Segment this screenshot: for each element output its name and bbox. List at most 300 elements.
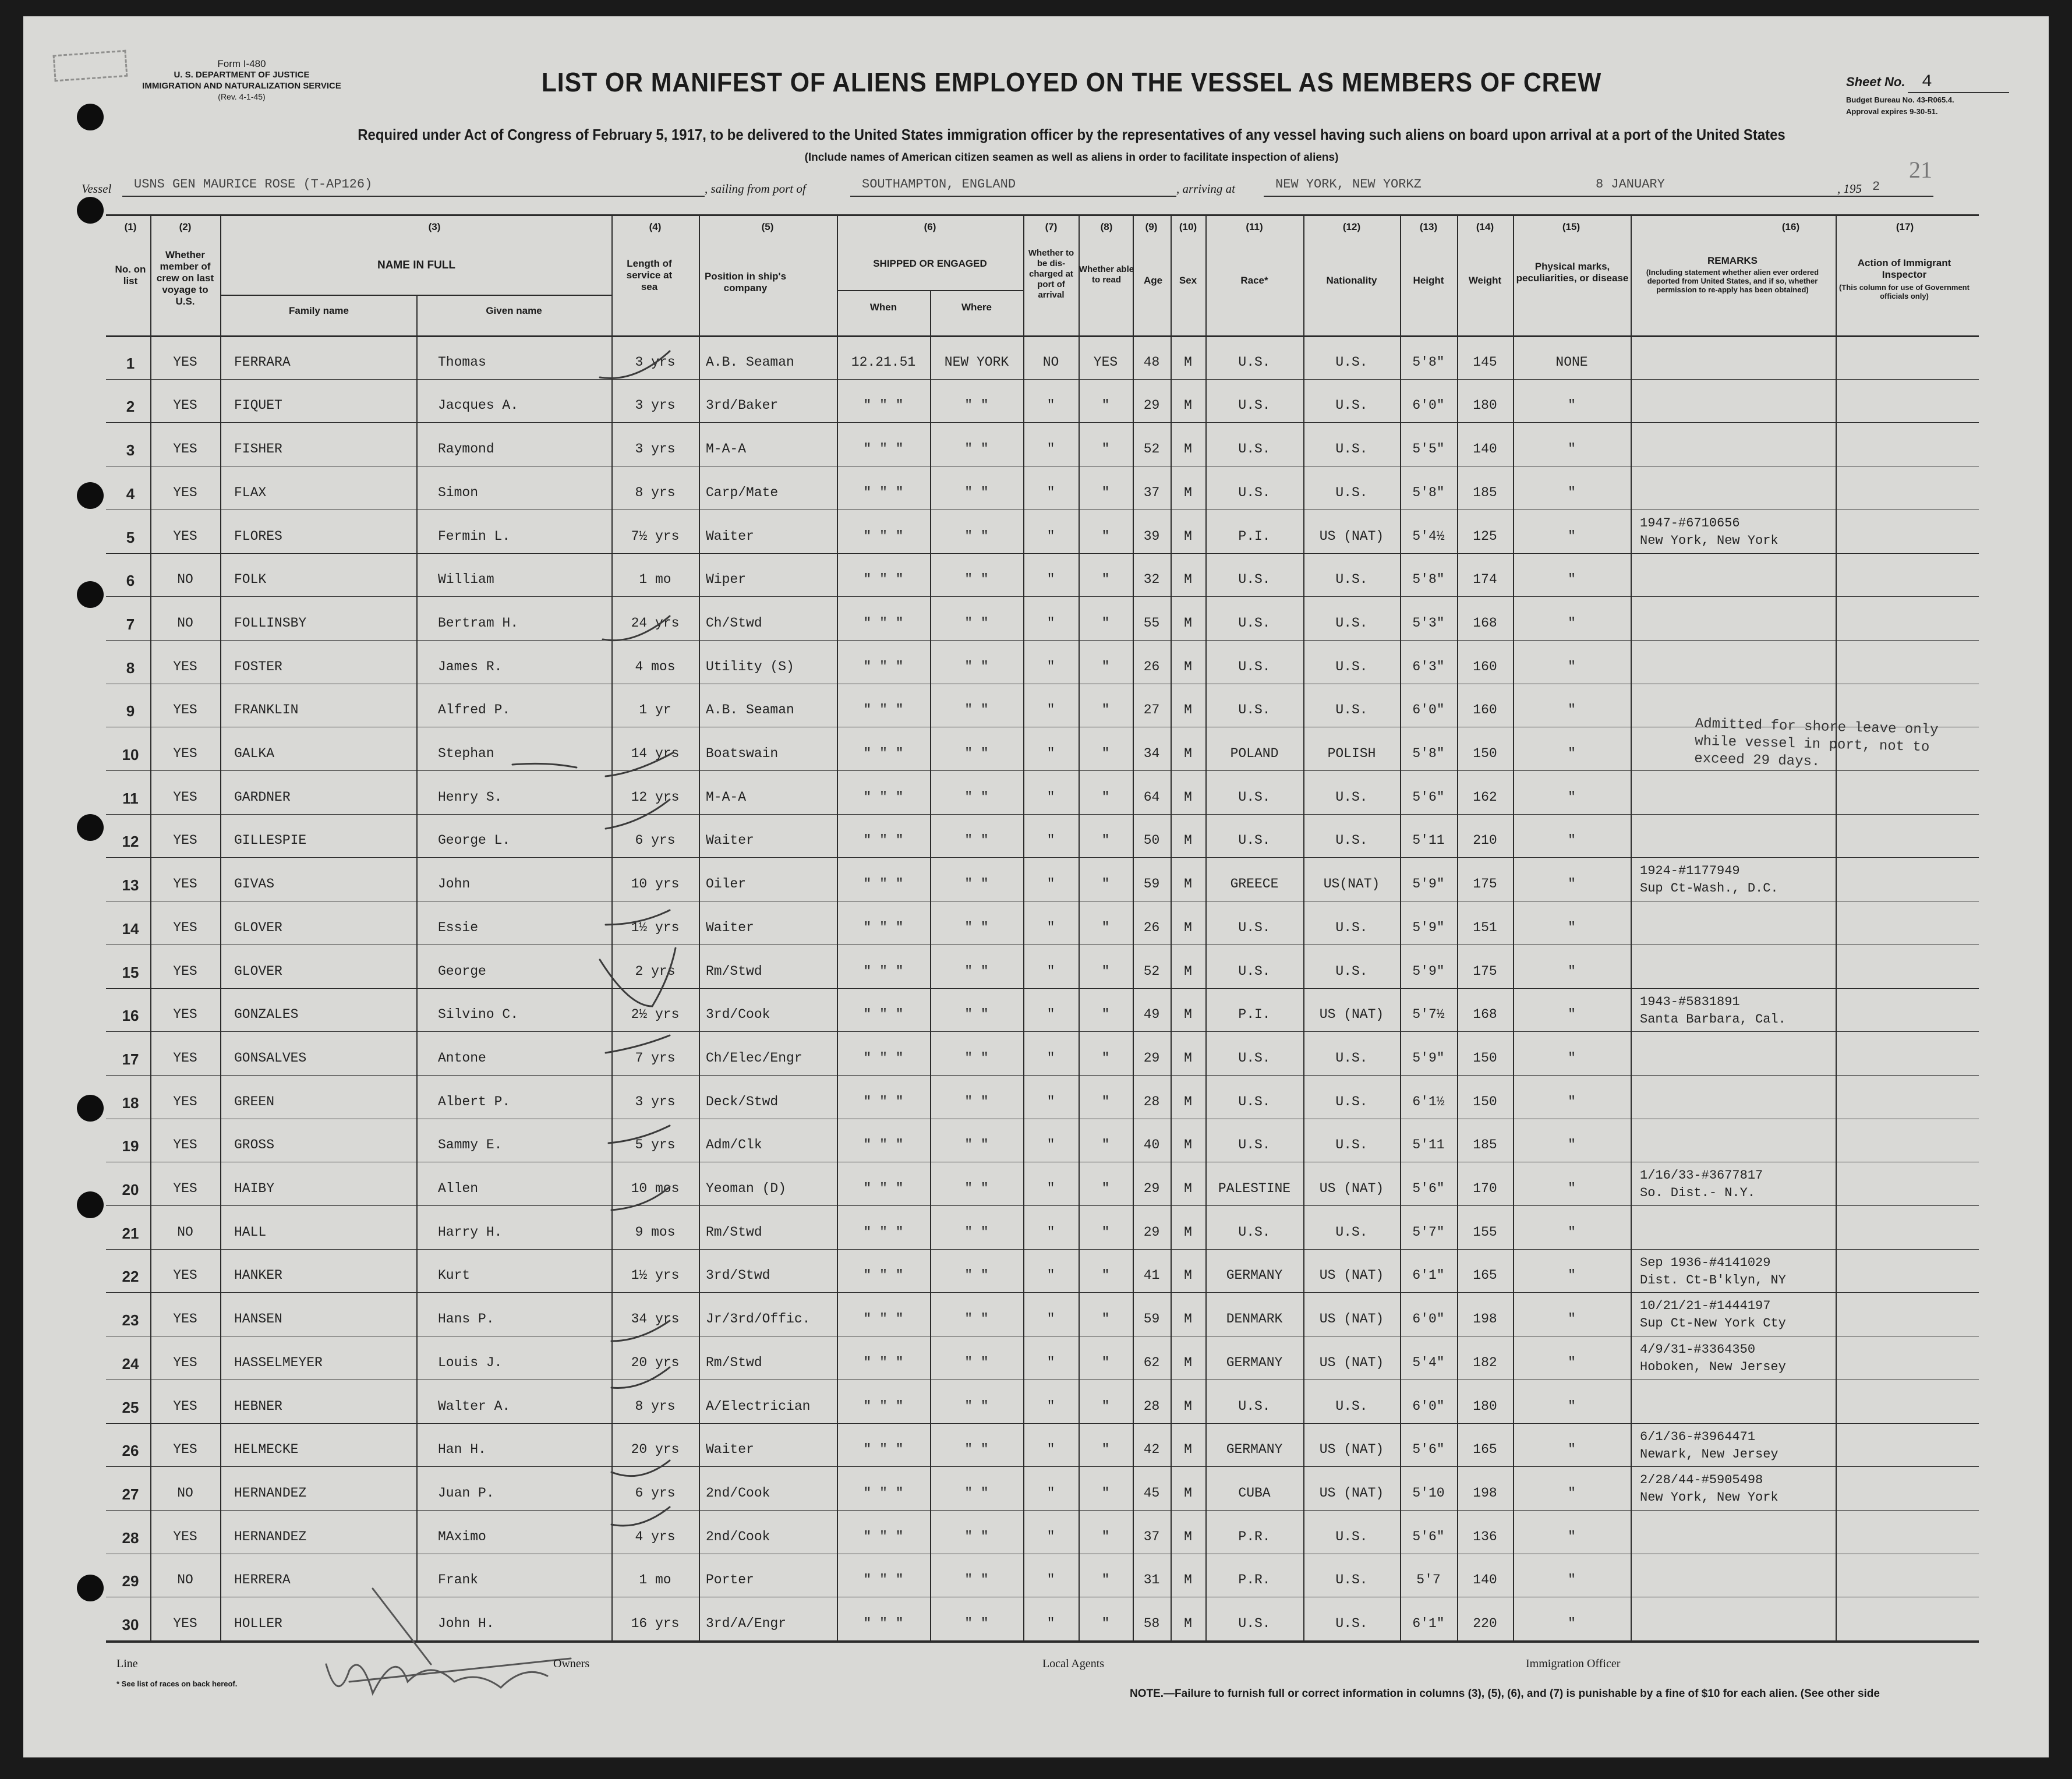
row-number: 21 bbox=[122, 1224, 139, 1242]
shipped-where-cell: " " bbox=[964, 1007, 989, 1023]
last-voyage-cell: YES bbox=[173, 1181, 197, 1196]
shipped-when-cell: " " " bbox=[863, 484, 904, 500]
discharged-cell: " bbox=[1046, 1181, 1055, 1196]
last-voyage-cell: YES bbox=[173, 659, 197, 674]
race-cell: U.S. bbox=[1238, 919, 1271, 935]
row-rule bbox=[106, 640, 1979, 641]
shipped-when-cell: " " " bbox=[863, 572, 904, 588]
shipped-where-cell: " " bbox=[964, 1442, 989, 1458]
discharged-cell: " bbox=[1046, 1050, 1055, 1066]
family-name-cell: FERRARA bbox=[234, 354, 291, 370]
able-to-read-cell: " bbox=[1101, 528, 1110, 544]
discharged-cell: " bbox=[1046, 1616, 1055, 1631]
footer-immigration-officer-label: Immigration Officer bbox=[1526, 1657, 1621, 1670]
position-cell: Wiper bbox=[706, 572, 747, 588]
height-cell: 5'9" bbox=[1412, 876, 1445, 892]
service-length-cell: 10 mos bbox=[631, 1181, 680, 1196]
weight-cell: 151 bbox=[1473, 919, 1497, 935]
race-cell: U.S. bbox=[1238, 963, 1271, 979]
sex-cell: M bbox=[1184, 1354, 1192, 1370]
sex-cell: M bbox=[1184, 1050, 1192, 1066]
physical-marks-cell: " bbox=[1568, 1572, 1576, 1588]
discharged-cell: " bbox=[1046, 833, 1055, 848]
position-cell: Deck/Stwd bbox=[706, 1094, 779, 1109]
weight-cell: 168 bbox=[1473, 1007, 1497, 1023]
sex-cell: M bbox=[1184, 354, 1192, 370]
family-name-cell: FISHER bbox=[234, 441, 282, 457]
height-cell: 5'6" bbox=[1412, 789, 1445, 805]
age-cell: 58 bbox=[1143, 1616, 1160, 1631]
able-to-read-cell: " bbox=[1101, 1398, 1110, 1414]
remarks-line: 6/1/36-#3964471 bbox=[1640, 1429, 1756, 1444]
row-number: 6 bbox=[126, 572, 135, 590]
height-cell: 5'11 bbox=[1412, 1137, 1445, 1153]
row-number: 29 bbox=[122, 1572, 139, 1590]
row-rule bbox=[106, 814, 1979, 815]
nationality-cell: US (NAT) bbox=[1319, 1485, 1384, 1501]
height-cell: 6'1½ bbox=[1412, 1094, 1445, 1109]
check-mark bbox=[611, 1460, 670, 1476]
row-number: 13 bbox=[122, 876, 139, 894]
physical-marks-cell: " bbox=[1568, 876, 1576, 892]
race-cell: P.R. bbox=[1238, 1572, 1271, 1588]
footer-local-agents-label: Local Agents bbox=[1042, 1657, 1105, 1670]
header-race: Race* bbox=[1240, 275, 1268, 286]
discharged-cell: " bbox=[1046, 615, 1055, 631]
given-name-cell: Antone bbox=[438, 1050, 486, 1066]
position-cell: Waiter bbox=[706, 833, 754, 848]
position-cell: 3rd/Stwd bbox=[706, 1268, 770, 1283]
discharged-cell: " bbox=[1046, 702, 1055, 718]
sailing-label: , sailing from port of bbox=[705, 182, 806, 196]
height-cell: 5'9" bbox=[1412, 1050, 1445, 1066]
able-to-read-cell: " bbox=[1101, 659, 1110, 674]
height-cell: 6'3" bbox=[1412, 659, 1445, 674]
shipped-where-cell: " " bbox=[964, 484, 989, 500]
shipped-where-cell: " " bbox=[964, 1181, 989, 1196]
height-cell: 5'8" bbox=[1412, 572, 1445, 588]
position-cell: Waiter bbox=[706, 919, 754, 935]
nationality-cell: U.S. bbox=[1335, 702, 1368, 718]
height-cell: 5'6" bbox=[1412, 1181, 1445, 1196]
last-voyage-cell: NO bbox=[177, 1572, 193, 1588]
header-no-on-list: No. on list bbox=[115, 264, 146, 287]
strike-line bbox=[512, 763, 577, 768]
position-cell: A.B. Seaman bbox=[706, 354, 794, 370]
sheet-number: 4 bbox=[1908, 72, 2009, 93]
header-age: Age bbox=[1143, 275, 1163, 286]
shipped-when-cell: " " " bbox=[863, 833, 904, 848]
discharged-cell: " bbox=[1046, 1529, 1055, 1544]
family-name-cell: GROSS bbox=[234, 1137, 275, 1153]
nationality-cell: U.S. bbox=[1335, 659, 1368, 674]
age-cell: 50 bbox=[1143, 833, 1160, 848]
service-length-cell: 7½ yrs bbox=[631, 528, 680, 544]
service-length-cell: 7 yrs bbox=[635, 1050, 676, 1066]
physical-marks-cell: " bbox=[1568, 1485, 1576, 1501]
discharged-cell: " bbox=[1046, 484, 1055, 500]
weight-cell: 150 bbox=[1473, 1094, 1497, 1109]
given-name-cell: Frank bbox=[438, 1572, 479, 1588]
physical-marks-cell: " bbox=[1568, 1398, 1576, 1414]
given-name-cell: Jacques A. bbox=[438, 398, 519, 413]
row-number: 24 bbox=[122, 1354, 139, 1373]
discharged-cell: " bbox=[1046, 659, 1055, 674]
position-cell: A.B. Seaman bbox=[706, 702, 794, 718]
physical-marks-cell: " bbox=[1568, 789, 1576, 805]
able-to-read-cell: " bbox=[1101, 1181, 1110, 1196]
nationality-cell: US (NAT) bbox=[1319, 1007, 1384, 1023]
able-to-read-cell: " bbox=[1101, 484, 1110, 500]
height-cell: 5'4½ bbox=[1412, 528, 1445, 544]
age-cell: 64 bbox=[1143, 789, 1160, 805]
position-cell: 2nd/Cook bbox=[706, 1529, 770, 1544]
nationality-cell: U.S. bbox=[1335, 1616, 1368, 1631]
nationality-cell: U.S. bbox=[1335, 615, 1368, 631]
family-name-cell: GREEN bbox=[234, 1094, 275, 1109]
position-cell: Rm/Stwd bbox=[706, 1224, 762, 1240]
last-voyage-cell: YES bbox=[173, 1050, 197, 1066]
shipped-when-cell: " " " bbox=[863, 919, 904, 935]
given-name-cell: George L. bbox=[438, 833, 511, 848]
age-cell: 28 bbox=[1143, 1094, 1160, 1109]
family-name-cell: FLORES bbox=[234, 528, 282, 544]
physical-marks-cell: " bbox=[1568, 1442, 1576, 1458]
manifest-subnote: (Include names of American citizen seamen as well as aliens in order to facilitate inspection of aliens) bbox=[804, 151, 1339, 164]
nationality-cell: U.S. bbox=[1335, 833, 1368, 848]
last-voyage-cell: YES bbox=[173, 1311, 197, 1327]
given-name-cell: Stephan bbox=[438, 746, 494, 761]
race-cell: U.S. bbox=[1238, 659, 1271, 674]
column-number: (17) bbox=[1896, 221, 1914, 232]
position-cell: Utility (S) bbox=[706, 659, 794, 674]
discharged-cell: " bbox=[1046, 1398, 1055, 1414]
race-cell: U.S. bbox=[1238, 1398, 1271, 1414]
given-name-cell: William bbox=[438, 572, 494, 588]
position-cell: 3rd/Cook bbox=[706, 1007, 770, 1023]
shipped-when-cell: " " " bbox=[863, 1354, 904, 1370]
discharged-cell: " bbox=[1046, 1094, 1055, 1109]
position-cell: Porter bbox=[706, 1572, 754, 1588]
shipped-where-cell: " " bbox=[964, 1268, 989, 1283]
form-identification bbox=[140, 58, 344, 102]
header-bottom-rule bbox=[106, 335, 1979, 337]
discharged-cell: " bbox=[1046, 1572, 1055, 1588]
row-number: 30 bbox=[122, 1616, 139, 1633]
given-name-cell: Sammy E. bbox=[438, 1137, 503, 1153]
position-cell: Boatswain bbox=[706, 746, 779, 761]
weight-cell: 145 bbox=[1473, 354, 1497, 370]
given-name-cell: Walter A. bbox=[438, 1398, 511, 1414]
nationality-cell: U.S. bbox=[1335, 572, 1368, 588]
row-rule bbox=[106, 553, 1979, 554]
weight-cell: 150 bbox=[1473, 746, 1497, 761]
weight-cell: 175 bbox=[1473, 963, 1497, 979]
shipped-where-cell: " " bbox=[964, 833, 989, 848]
physical-marks-cell: NONE bbox=[1555, 354, 1588, 370]
row-rule bbox=[106, 1075, 1979, 1076]
height-cell: 6'0" bbox=[1412, 702, 1445, 718]
physical-marks-cell: " bbox=[1568, 833, 1576, 848]
race-cell: P.I. bbox=[1238, 528, 1271, 544]
annotation-line: Admitted for shore leave only bbox=[1695, 716, 1939, 738]
row-number: 22 bbox=[122, 1268, 139, 1286]
column-number: (10) bbox=[1179, 221, 1197, 232]
age-cell: 62 bbox=[1143, 1354, 1160, 1370]
able-to-read-cell: " bbox=[1101, 702, 1110, 718]
header-remarks: REMARKS bbox=[1707, 255, 1758, 266]
position-cell: Ch/Elec/Engr bbox=[706, 1050, 802, 1066]
sex-cell: M bbox=[1184, 876, 1192, 892]
column-number: (9) bbox=[1145, 221, 1158, 232]
age-cell: 27 bbox=[1143, 702, 1160, 718]
position-cell: Waiter bbox=[706, 1442, 754, 1458]
age-cell: 39 bbox=[1143, 528, 1160, 544]
shipped-where-cell: " " bbox=[964, 1398, 989, 1414]
shipped-when-cell: " " " bbox=[863, 1311, 904, 1327]
discharged-cell: " bbox=[1046, 398, 1055, 413]
nationality-cell: U.S. bbox=[1335, 963, 1368, 979]
family-name-cell: FOLLINSBY bbox=[234, 615, 307, 631]
footer-owners-label: Owners bbox=[553, 1657, 590, 1670]
able-to-read-cell: " bbox=[1101, 919, 1110, 935]
sex-cell: M bbox=[1184, 1224, 1192, 1240]
weight-cell: 180 bbox=[1473, 398, 1497, 413]
able-to-read-cell: " bbox=[1101, 1050, 1110, 1066]
height-cell: 5'6" bbox=[1412, 1529, 1445, 1544]
physical-marks-cell: " bbox=[1568, 1529, 1576, 1544]
nationality-cell: U.S. bbox=[1335, 1137, 1368, 1153]
discharged-cell: " bbox=[1046, 1137, 1055, 1153]
physical-marks-cell: " bbox=[1568, 441, 1576, 457]
shipped-when-cell: " " " bbox=[863, 1268, 904, 1283]
discharged-cell: " bbox=[1046, 1268, 1055, 1283]
service-length-cell: 1 mo bbox=[639, 572, 671, 588]
table-bottom-rule bbox=[106, 1641, 1979, 1643]
position-cell: Rm/Stwd bbox=[706, 1354, 762, 1370]
shipped-when-cell: " " " bbox=[863, 746, 904, 761]
service-length-cell: 20 yrs bbox=[631, 1354, 680, 1370]
shipped-where-cell: " " bbox=[964, 398, 989, 413]
race-cell: POLAND bbox=[1230, 746, 1279, 761]
last-voyage-cell: YES bbox=[173, 1354, 197, 1370]
row-rule bbox=[106, 1466, 1979, 1467]
discharged-cell: " bbox=[1046, 528, 1055, 544]
row-number: 14 bbox=[122, 919, 139, 938]
sex-cell: M bbox=[1184, 615, 1192, 631]
given-name-cell: Henry S. bbox=[438, 789, 503, 805]
weight-cell: 165 bbox=[1473, 1268, 1497, 1283]
nationality-cell: US (NAT) bbox=[1319, 1311, 1384, 1327]
remarks-line: Sep 1936-#4141029 bbox=[1640, 1255, 1771, 1270]
family-name-cell: FOSTER bbox=[234, 659, 282, 674]
position-cell: A/Electrician bbox=[706, 1398, 811, 1414]
last-voyage-cell: YES bbox=[173, 963, 197, 979]
discharged-cell: " bbox=[1046, 1311, 1055, 1327]
service-length-cell: 5 yrs bbox=[635, 1137, 676, 1153]
able-to-read-cell: " bbox=[1101, 833, 1110, 848]
service-length-cell: 14 yrs bbox=[631, 746, 680, 761]
remarks-line: 1947-#6710656 bbox=[1640, 515, 1740, 530]
physical-marks-cell: " bbox=[1568, 484, 1576, 500]
department-name: U. S. DEPARTMENT OF JUSTICE bbox=[174, 70, 310, 80]
discharged-cell: " bbox=[1046, 876, 1055, 892]
able-to-read-cell: " bbox=[1101, 1311, 1110, 1327]
service-length-cell: 8 yrs bbox=[635, 484, 676, 500]
able-to-read-cell: " bbox=[1101, 615, 1110, 631]
received-stamp bbox=[53, 50, 128, 82]
able-to-read-cell: " bbox=[1101, 398, 1110, 413]
able-to-read-cell: " bbox=[1101, 963, 1110, 979]
shipped-where-cell: " " bbox=[964, 1050, 989, 1066]
height-cell: 5'9" bbox=[1412, 963, 1445, 979]
given-name-cell: MAximo bbox=[438, 1529, 486, 1544]
column-rule bbox=[1836, 214, 1837, 1641]
row-number: 25 bbox=[122, 1398, 139, 1416]
race-cell: U.S. bbox=[1238, 615, 1271, 631]
race-cell: U.S. bbox=[1238, 833, 1271, 848]
service-length-cell: 4 yrs bbox=[635, 1529, 676, 1544]
shipped-where-cell: " " bbox=[964, 441, 989, 457]
height-cell: 5'11 bbox=[1412, 833, 1445, 848]
row-number: 23 bbox=[122, 1311, 139, 1329]
family-name-cell: GARDNER bbox=[234, 789, 291, 805]
weight-cell: 210 bbox=[1473, 833, 1497, 848]
last-voyage-cell: YES bbox=[173, 919, 197, 935]
header-length-of-service: Length of service at sea bbox=[626, 258, 673, 292]
physical-marks-cell: " bbox=[1568, 659, 1576, 674]
shipped-when-cell: " " " bbox=[863, 702, 904, 718]
race-note: * See list of races on back hereof. bbox=[116, 1679, 238, 1688]
column-number: (14) bbox=[1476, 221, 1494, 232]
age-cell: 55 bbox=[1143, 615, 1160, 631]
nationality-cell: US (NAT) bbox=[1319, 1442, 1384, 1458]
row-rule bbox=[106, 379, 1979, 380]
header-height: Height bbox=[1413, 275, 1444, 286]
service-length-cell: 3 yrs bbox=[635, 441, 676, 457]
race-cell: U.S. bbox=[1238, 1137, 1271, 1153]
nationality-cell: US(NAT) bbox=[1323, 876, 1380, 892]
height-cell: 6'1" bbox=[1412, 1616, 1445, 1631]
nationality-cell: POLISH bbox=[1327, 746, 1376, 761]
family-name-cell: HERNANDEZ bbox=[234, 1485, 307, 1501]
last-voyage-cell: YES bbox=[173, 702, 197, 718]
service-length-cell: 6 yrs bbox=[635, 833, 676, 848]
shipped-when-cell: " " " bbox=[863, 1485, 904, 1501]
header-when: When bbox=[869, 302, 897, 313]
position-cell: Yeoman (D) bbox=[706, 1181, 787, 1196]
column-number: (8) bbox=[1100, 221, 1113, 232]
age-cell: 42 bbox=[1143, 1442, 1160, 1458]
discharged-cell: " bbox=[1046, 963, 1055, 979]
weight-cell: 180 bbox=[1473, 1398, 1497, 1414]
family-name-cell: GONSALVES bbox=[234, 1050, 307, 1066]
discharged-cell: " bbox=[1046, 1224, 1055, 1240]
header-name-in-full: NAME IN FULL bbox=[377, 259, 456, 271]
row-number: 16 bbox=[122, 1007, 139, 1025]
age-cell: 41 bbox=[1143, 1268, 1160, 1283]
row-number: 9 bbox=[126, 702, 135, 720]
position-cell: Jr/3rd/Offic. bbox=[706, 1311, 811, 1327]
shipped-where-cell: " " bbox=[964, 1616, 989, 1631]
weight-cell: 125 bbox=[1473, 528, 1497, 544]
sex-cell: M bbox=[1184, 1311, 1192, 1327]
physical-marks-cell: " bbox=[1568, 1354, 1576, 1370]
header-discharged: Whether to be dis-charged at port of arrival bbox=[1028, 248, 1074, 300]
race-cell: P.I. bbox=[1238, 1007, 1271, 1023]
row-number: 11 bbox=[122, 789, 139, 807]
shipped-where-cell: " " bbox=[964, 789, 989, 805]
family-name-cell: GILLESPIE bbox=[234, 833, 307, 848]
shipped-when-cell: " " " bbox=[863, 1224, 904, 1240]
given-name-cell: Bertram H. bbox=[438, 615, 519, 631]
column-number: (15) bbox=[1562, 221, 1580, 232]
given-name-cell: James R. bbox=[438, 659, 503, 674]
service-length-cell: 1½ yrs bbox=[631, 1268, 680, 1283]
physical-marks-cell: " bbox=[1568, 1311, 1576, 1327]
physical-marks-cell: " bbox=[1568, 1268, 1576, 1283]
family-name-cell: FIQUET bbox=[234, 398, 282, 413]
shipped-where-cell: " " bbox=[964, 528, 989, 544]
sailing-port: SOUTHAMPTON, ENGLAND bbox=[862, 177, 1016, 192]
remarks-line: Sup Ct-Wash., D.C. bbox=[1640, 881, 1778, 896]
given-name-cell: George bbox=[438, 963, 486, 979]
nationality-cell: U.S. bbox=[1335, 1529, 1368, 1544]
last-voyage-cell: YES bbox=[173, 1137, 197, 1153]
nationality-cell: U.S. bbox=[1335, 1094, 1368, 1109]
service-length-cell: 2½ yrs bbox=[631, 1007, 680, 1023]
vessel-name: USNS GEN MAURICE ROSE (T-AP126) bbox=[134, 177, 373, 192]
last-voyage-cell: YES bbox=[173, 1616, 197, 1631]
race-cell: PALESTINE bbox=[1218, 1181, 1291, 1196]
row-rule bbox=[106, 1510, 1979, 1511]
position-cell: Ch/Stwd bbox=[706, 615, 762, 631]
header-weight: Weight bbox=[1468, 275, 1502, 286]
weight-cell: 160 bbox=[1473, 702, 1497, 718]
weight-cell: 160 bbox=[1473, 659, 1497, 674]
remarks-line: 4/9/31-#3364350 bbox=[1640, 1342, 1756, 1357]
given-name-cell: Albert P. bbox=[438, 1094, 511, 1109]
sex-cell: M bbox=[1184, 659, 1192, 674]
arriving-port: NEW YORK, NEW YORKZ bbox=[1275, 177, 1422, 192]
age-cell: 31 bbox=[1143, 1572, 1160, 1588]
weight-cell: 182 bbox=[1473, 1354, 1497, 1370]
weight-cell: 150 bbox=[1473, 1050, 1497, 1066]
service-name: IMMIGRATION AND NATURALIZATION SERVICE bbox=[142, 81, 341, 91]
weight-cell: 170 bbox=[1473, 1181, 1497, 1196]
position-cell: Adm/Clk bbox=[706, 1137, 762, 1153]
given-name-cell: Hans P. bbox=[438, 1311, 494, 1327]
family-name-cell: HANSEN bbox=[234, 1311, 282, 1327]
row-number: 2 bbox=[126, 398, 135, 416]
age-cell: 40 bbox=[1143, 1137, 1160, 1153]
able-to-read-cell: " bbox=[1101, 1094, 1110, 1109]
table-top-rule bbox=[106, 214, 1979, 216]
header-physical-marks: Physical marks, peculiarities, or disease bbox=[1516, 261, 1629, 284]
binder-hole bbox=[77, 814, 104, 841]
able-to-read-cell: " bbox=[1101, 441, 1110, 457]
position-cell: 2nd/Cook bbox=[706, 1485, 770, 1501]
sex-cell: M bbox=[1184, 528, 1192, 544]
row-rule bbox=[106, 770, 1979, 771]
height-cell: 5'8" bbox=[1412, 354, 1445, 370]
manifest-title: LIST OR MANIFEST OF ALIENS EMPLOYED ON THE VESSEL AS MEMBERS OF CREW bbox=[541, 67, 1602, 97]
last-voyage-cell: YES bbox=[173, 746, 197, 761]
weight-cell: 165 bbox=[1473, 1442, 1497, 1458]
race-cell: U.S. bbox=[1238, 789, 1271, 805]
race-cell: P.R. bbox=[1238, 1529, 1271, 1544]
last-voyage-cell: YES bbox=[173, 833, 197, 848]
